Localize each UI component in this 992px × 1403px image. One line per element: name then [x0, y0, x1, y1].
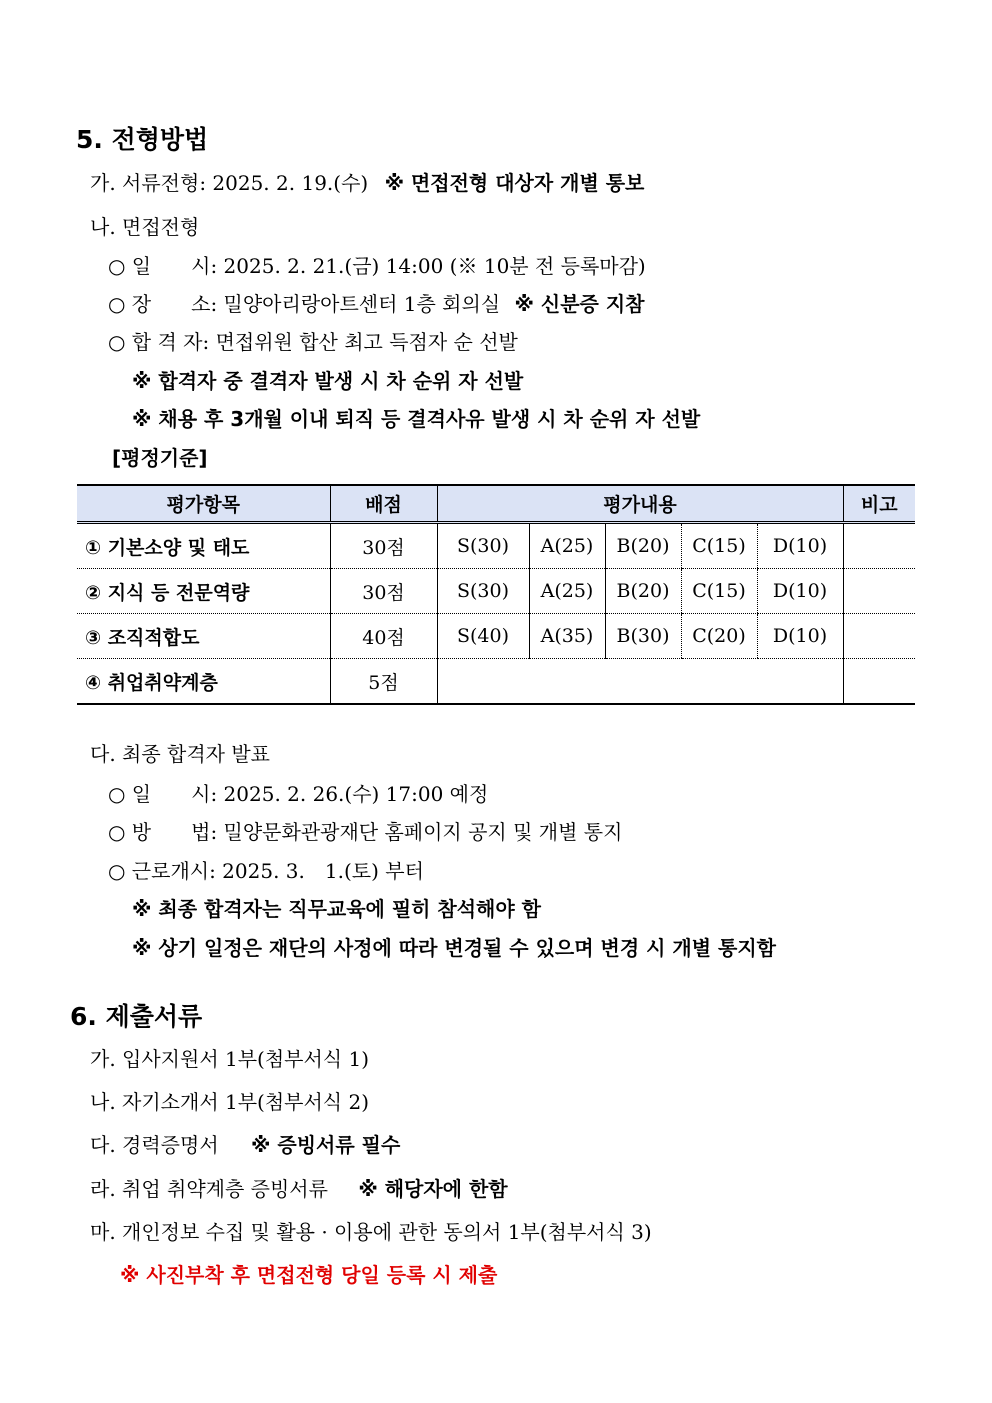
header-note: 비고 — [843, 485, 915, 523]
row-grade: A(25) — [529, 569, 605, 614]
row-item: ④ 취업취약계층 — [77, 659, 330, 705]
row-score: 30점 — [330, 569, 437, 614]
header-content: 평가내용 — [437, 485, 843, 523]
row-grade: C(20) — [681, 614, 757, 659]
table-row — [77, 659, 915, 705]
interview-place: ○ 장 소: 밀양아리랑아트센터 1층 회의실 — [108, 292, 501, 316]
screening-docs-note: ※ 면접전형 대상자 개별 통보 — [384, 171, 645, 195]
row-item: ② 지식 등 전문역량 — [77, 569, 330, 614]
header-score: 배점 — [330, 485, 437, 523]
interview-title: 나. 면접전형 — [90, 215, 200, 239]
photo-note: ※ 사진부착 후 면접전형 당일 등록 시 제출 — [120, 1263, 498, 1287]
row-score: 5점 — [330, 659, 437, 705]
section-6-title: 6. 제출서류 — [70, 1002, 203, 1031]
row-grade: A(25) — [529, 523, 605, 569]
row-grade: D(10) — [757, 614, 843, 659]
screening-docs-line — [90, 170, 644, 196]
doc-vulnerable-note: ※ 해당자에 한함 — [358, 1177, 508, 1201]
interview-date: ○ 일 시: 2025. 2. 21.(금) 14:00 (※ 10분 전 등록마감) — [108, 254, 646, 278]
row-grade-empty — [437, 659, 843, 705]
row-note — [843, 614, 915, 659]
doc-self-intro: 나. 자기소개서 1부(첨부서식 2) — [90, 1090, 370, 1114]
row-note — [843, 569, 915, 614]
doc-vulnerable-line — [90, 1176, 508, 1202]
interview-place-note: ※ 신분증 지참 — [514, 292, 645, 316]
table-header-row — [77, 485, 915, 523]
final-start: ○ 근로개시: 2025. 3. 1.(토) 부터 — [108, 859, 424, 883]
header-item: 평가항목 — [77, 485, 330, 523]
row-grade: D(10) — [757, 523, 843, 569]
row-grade: S(40) — [437, 614, 529, 659]
row-note — [843, 659, 915, 705]
doc-privacy: 마. 개인정보 수집 및 활용 · 이용에 관한 동의서 1부(첨부서식 3) — [90, 1220, 652, 1244]
row-grade: D(10) — [757, 569, 843, 614]
criteria-label: [평정기준] — [112, 446, 208, 470]
doc-application: 가. 입사지원서 1부(첨부서식 1) — [90, 1047, 370, 1071]
row-item: ③ 조직적합도 — [77, 614, 330, 659]
doc-career: 다. 경력증명서 — [90, 1133, 219, 1157]
doc-vulnerable: 라. 취업 취약계층 증빙서류 — [90, 1177, 328, 1201]
row-grade: B(20) — [605, 523, 681, 569]
final-date: ○ 일 시: 2025. 2. 26.(수) 17:00 예정 — [108, 782, 489, 806]
final-title: 다. 최종 합격자 발표 — [90, 742, 270, 766]
row-grade: B(30) — [605, 614, 681, 659]
row-grade: C(15) — [681, 523, 757, 569]
row-grade: A(35) — [529, 614, 605, 659]
doc-career-note: ※ 증빙서류 필수 — [251, 1133, 401, 1157]
final-note-1: ※ 최종 합격자는 직무교육에 필히 참석해야 함 — [132, 897, 541, 921]
interview-note-1: ※ 합격자 중 결격자 발생 시 차 순위 자 선발 — [132, 369, 524, 393]
row-note — [843, 523, 915, 569]
row-item: ① 기본소양 및 태도 — [77, 523, 330, 569]
evaluation-table — [77, 484, 915, 705]
interview-note-2: ※ 채용 후 3개월 이내 퇴직 등 결격사유 발생 시 차 순위 자 선발 — [132, 407, 701, 431]
table-row — [77, 569, 915, 614]
row-score: 30점 — [330, 523, 437, 569]
interview-place-line — [108, 291, 645, 317]
interview-pass-rule: ○ 합 격 자: 면접위원 합산 최고 득점자 순 선발 — [108, 330, 518, 354]
doc-career-line — [90, 1132, 400, 1158]
table-row — [77, 523, 915, 569]
row-grade: C(15) — [681, 569, 757, 614]
row-score: 40점 — [330, 614, 437, 659]
row-grade: B(20) — [605, 569, 681, 614]
row-grade: S(30) — [437, 569, 529, 614]
final-method: ○ 방 법: 밀양문화관광재단 홈페이지 공지 및 개별 통지 — [108, 820, 623, 844]
section-5-title: 5. 전형방법 — [76, 125, 209, 154]
row-grade: S(30) — [437, 523, 529, 569]
table-row — [77, 614, 915, 659]
screening-docs-date: 가. 서류전형: 2025. 2. 19.(수) — [90, 171, 369, 195]
final-note-2: ※ 상기 일정은 재단의 사정에 따라 변경될 수 있으며 변경 시 개별 통지함 — [132, 936, 776, 960]
